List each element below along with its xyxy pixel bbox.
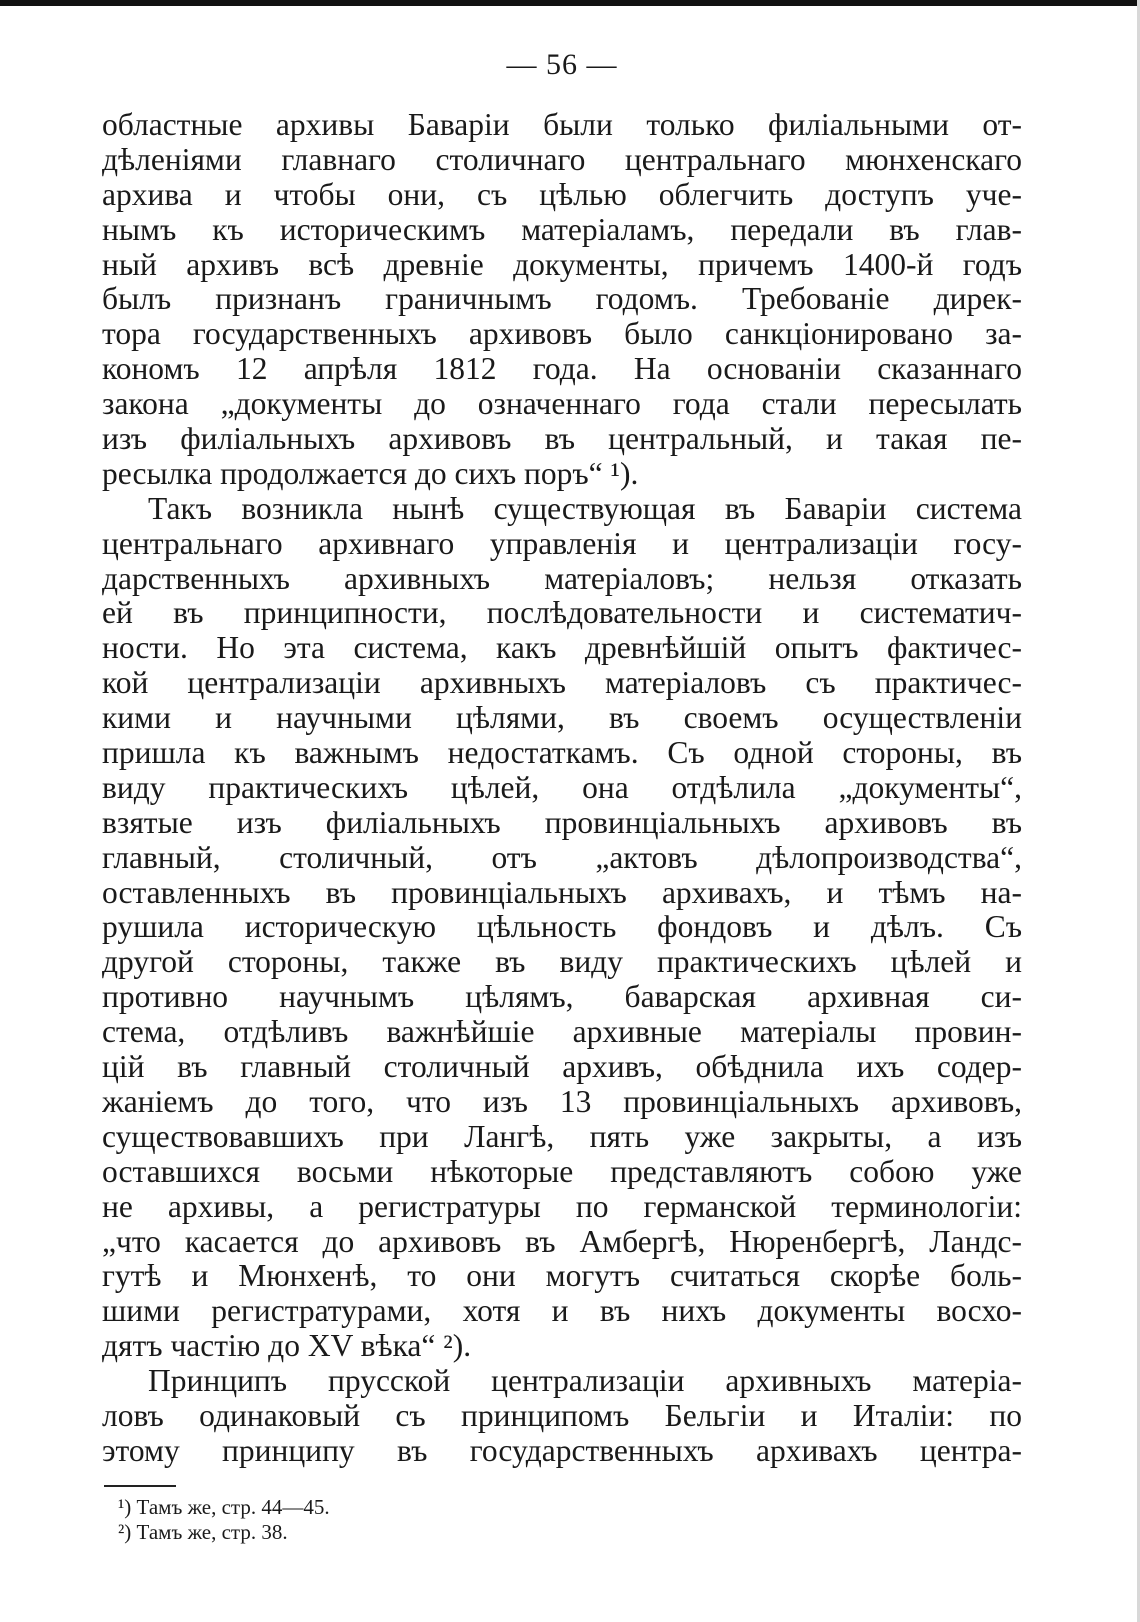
top-edge-rule bbox=[0, 0, 1140, 6]
text-line: гутѣ и Мюнхенѣ, то они могутъ считаться скорѣе боль- bbox=[102, 1259, 1022, 1294]
text-line: кими и научными цѣлями, въ своемъ осуществленiи bbox=[102, 701, 1022, 736]
text-line: противно научнымъ цѣлямъ, баварская архивная си- bbox=[102, 980, 1022, 1015]
text-line: оставленныхъ въ провинцiальныхъ архивахъ, и тѣмъ на- bbox=[102, 875, 1022, 910]
text-line: виду практическихъ цѣлей, она отдѣлила „документы“, bbox=[102, 770, 1022, 805]
text-line: пришла къ важнымъ недостаткамъ. Съ одной стороны, въ bbox=[102, 736, 1022, 771]
text-line: дѣленiями главнаго столичнаго центральнаго мюнхенскаго bbox=[102, 142, 1022, 177]
text-line: архива и чтобы они, съ цѣлью облегчить доступъ уче- bbox=[102, 177, 1022, 212]
text-line: главный, столичный, отъ „актовъ дѣлопроизводства“, bbox=[102, 840, 1022, 875]
footnote: ²) Тамъ же, стр. 38. bbox=[118, 1519, 288, 1544]
text-line: закона „документы до означеннаго года стали пересылать bbox=[102, 387, 1022, 422]
text-line: взятые изъ филiальныхъ провинцiальныхъ архивовъ въ bbox=[102, 805, 1022, 840]
footnotes bbox=[102, 1495, 1022, 1545]
text-line: тора государственныхъ архивовъ было санкцiонировано за- bbox=[102, 317, 1022, 352]
text-line: ей въ принципности, послѣдовательности и систематич- bbox=[102, 596, 1022, 631]
text-line: ресылка продолжается до сихъ поръ“ ¹). bbox=[102, 456, 639, 491]
page-number: — 56 — bbox=[506, 48, 618, 81]
text-line: жанiемъ до того, что изъ 13 провинцiальныхъ архивовъ, bbox=[102, 1084, 1022, 1119]
body-text bbox=[102, 108, 1022, 1469]
text-line: Принципъ прусской централизацiи архивныхъ матерiа- bbox=[148, 1364, 1022, 1399]
text-line: кой централизацiи архивныхъ матерiаловъ съ практичес- bbox=[102, 666, 1022, 701]
text-line: кономъ 12 апрѣля 1812 года. На основанiи сказаннаго bbox=[102, 352, 1022, 387]
text-line: этому принципу въ государственныхъ архивахъ центра- bbox=[102, 1433, 1022, 1468]
text-line: шими регистратурами, хотя и въ нихъ документы восхо- bbox=[102, 1294, 1022, 1329]
text-line: существовавшихъ при Лангѣ, пять уже закрыты, а изъ bbox=[102, 1119, 1022, 1154]
text-line: ный архивъ всѣ древнiе документы, причемъ 1400-й годъ bbox=[102, 247, 1022, 282]
footnote: ¹) Тамъ же, стр. 44—45. bbox=[118, 1494, 330, 1519]
text-line: не архивы, а регистратуры по германской терминологiи: bbox=[102, 1189, 1022, 1224]
text-line: былъ признанъ граничнымъ годомъ. Требованiе дирек- bbox=[102, 282, 1022, 317]
text-line: нымъ къ историческимъ матерiаламъ, передали въ глав- bbox=[102, 212, 1022, 247]
text-line: Такъ возникла нынѣ существующая въ Баварiи система bbox=[148, 491, 1022, 526]
text-line: другой стороны, также въ виду практическихъ цѣлей и bbox=[102, 945, 1022, 980]
text-line: ловъ одинаковый съ принципомъ Бельгiи и Италiи: по bbox=[102, 1398, 1022, 1433]
text-line: оставшихся восьми нѣкоторые представляютъ собою уже bbox=[102, 1154, 1022, 1189]
text-line: стема, отдѣливъ важнѣйшiе архивные матерiалы провин- bbox=[102, 1015, 1022, 1050]
text-line: дятъ частiю до XV вѣка“ ²). bbox=[102, 1329, 472, 1364]
text-line: дарственныхъ архивныхъ матерiаловъ; нельзя отказать bbox=[102, 561, 1022, 596]
text-line: „что касается до архивовъ въ Амбергѣ, Нюренбергѣ, Ландс- bbox=[102, 1224, 1022, 1259]
book-page bbox=[102, 40, 1022, 1545]
footnote-divider bbox=[104, 1485, 176, 1487]
text-line: рушила историческую цѣльность фондовъ и дѣлъ. Съ bbox=[102, 910, 1022, 945]
text-line: изъ филiальныхъ архивовъ въ центральный, и такая пе- bbox=[102, 422, 1022, 457]
text-line: цiй въ главный столичный архивъ, обѣднила ихъ содер- bbox=[102, 1050, 1022, 1085]
text-line: ности. Но эта система, какъ древнѣйшiй опытъ фактичес- bbox=[102, 631, 1022, 666]
text-line: областные архивы Баварiи были только филiальными от- bbox=[102, 108, 1022, 142]
text-line: центральнаго архивнаго управленiя и централизацiи госу- bbox=[102, 526, 1022, 561]
